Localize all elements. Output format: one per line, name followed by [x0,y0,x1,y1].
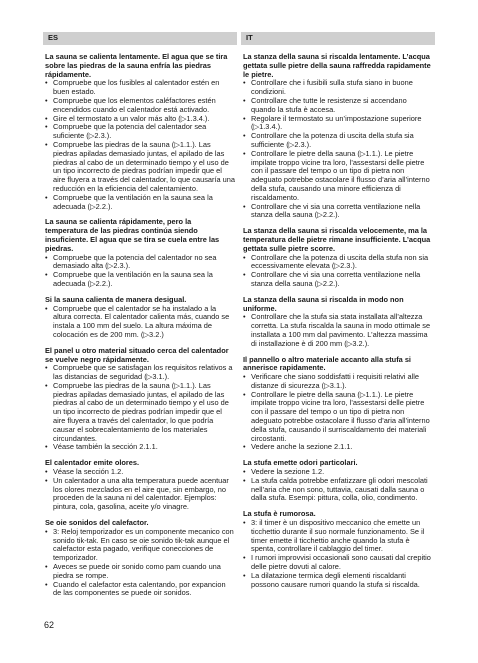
bullet-item: • Vedere la sezione 1.2. [243,468,433,477]
troubleshooting-section [243,510,433,589]
troubleshooting-section [243,459,433,503]
bullet-item: • Vedere anche la sezione 2.1.1. [243,443,433,452]
section-title: Il pannello o altro materiale accanto alla stufa si annerisce rapidamente. [243,354,411,373]
bullet-item: • Controllare che tutte le resistenze si accendano quando la stufa è accesa. [243,97,433,115]
bullet-item: • Gire el termostato a un valor más alto (▷1.3.4.). [45,115,235,124]
bullet-list [243,373,433,452]
bullet-list [243,313,433,348]
page-number: 62 [44,620,55,630]
bullet-item: • Compruebe que se satisfagan los requisitos relativos a las distancias de seguridad (▷3.1.). [45,364,235,382]
section-title: La stanza della sauna si riscalda velocemente, ma la temperatura delle pietre rimane insufficiente. L’acqua gettata sulle pietre scorre. [243,226,431,253]
troubleshooting-section [45,53,235,211]
bullet-item: • Compruebe que el calentador se ha instalado a la altura correcta. El calentador calienta más, cuando se instala a 100 mm del suelo. La altura máxima de colocación es de 200 mm. (▷3.2.) [45,305,235,340]
troubleshooting-section [45,347,235,453]
bullet-item: • Compruebe las piedras de la sauna (▷1.1.). Las piedras apiladas demasiado juntas, el apilado de las piedras al cabo de un determinado tiempo y el uso de un tipo incorrecto de piedras podrían impedir que el aire fluyera a través del calentador, lo que podría causar el sobrecalentamiento de los materiales circundantes. [45,382,235,444]
bullet-item: • Véase también la sección 2.1.1. [45,443,235,452]
bullet-item: • Cuando el calefactor esta calentando, por expancion de las componentes se puede oir sonidos. [45,581,235,599]
bullet-item: • Compruebe las piedras de la sauna (▷1.1.). Las piedras apiladas demasiado juntas, el apilado de las piedras al cabo de un determinado tiempo y el uso de un tipo incorrecto de piedras podrían impedir que el aire fluyera a través del calentador, lo que causaría una reducción en la eficiencia del calentamiento. [45,141,235,194]
troubleshooting-section [45,459,235,512]
section-title: La stanza della sauna si riscalda in modo non uniforme. [243,294,404,313]
spanish-column [45,53,235,605]
bullet-item: • Controllare le pietre della sauna (▷1.1.). Le pietre impilate troppo vicine tra loro, l’assestarsi delle pietre con il passare del tempo o un tipo di pietra non adeguato potrebbe ostacolare il flusso d’aria all’interno della stufa, causando il surriscaldamento dei materiali circostanti. [243,391,433,444]
language-header-it [241,32,435,45]
language-label-it: IT [246,33,253,42]
section-title: Se oie sonidos del calefactor. [45,518,149,528]
bullet-item: • Compruebe que la ventilación en la sauna sea la adecuada (▷2.2.). [45,271,235,289]
bullet-item: • Regolare il termostato su un’impostazione superiore (▷1.3.4.). [243,115,433,133]
bullet-list [243,468,433,503]
bullet-list [243,519,433,589]
bullet-item: • Un calentador a una alta temperatura puede acentuar los olores mezclados en el aire que, sin embargo, no proceden de la sauna ni del calentador. Ejemplos: pintura, cola, gasolina, aceite y/o vinagre. [45,477,235,512]
troubleshooting-section [243,296,433,349]
bullet-item: • Aveces se puede oir sonido como pam cuando una piedra se rompe. [45,563,235,581]
section-title: La sauna se calienta lentamente. El agua que se tira sobre las piedras de la sauna enfría las piedras rápidamente. [45,52,228,79]
bullet-item: • Controllare che la stufa sia stata installata all’altezza corretta. La stufa riscalda la sauna in modo ottimale se installata a 100 mm dal pavimento. L’altezza massima di installazione è di 200 mm (▷3.2.). [243,313,433,348]
bullet-item: • 3: il timer è un dispositivo meccanico che emette un ticchettio durante il suo normale funzionamento. Se il timer emette il ticchettio anche quando la stufa è spenta, controllare il cablaggio del timer. [243,519,433,554]
troubleshooting-section [243,356,433,453]
bullet-item: • I rumori improvvisi occasionali sono causati dal crepitio delle pietre dovuti al calore. [243,554,433,572]
bullet-list [45,528,235,598]
language-label-es: ES [48,33,59,42]
section-title: El calentador emite olores. [45,458,140,468]
bullet-item: • Controllare che la potenza di uscita della stufa sia sufficiente (▷2.3.). [243,132,433,150]
section-title: La stufa emette odori particolari. [243,458,358,468]
bullet-item: • Verificare che siano soddisfatti i requisiti relativi alle distanze di sicurezza (▷3.1.). [243,373,433,391]
bullet-item: • Compruebe que los fusibles al calentador estén en buen estado. [45,79,235,97]
section-title: La sauna se calienta rápidamente, pero la temperatura de las piedras continúa siendo insuficiente. El agua que se tira se cuela entre las piedras. [45,217,220,253]
bullet-item: • 3: Reloj temporizador es un componente mecanico con sonido tik-tak. En caso se oie sonido tik-tak aunque el calefactor esta pagado, verifique conecciones de temporizador. [45,528,235,563]
section-title: La stufa è rumorosa. [243,509,316,519]
bullet-list [45,468,235,512]
bullet-list [45,364,235,452]
bullet-item: • Controllare che la potenza di uscita della stufa non sia eccessivamente elevata (▷2.3.). [243,254,433,272]
section-title: La stanza della sauna si riscalda lentamente. L’acqua gettata sulle pietre della sauna raffredda rapidamente le pietre. [243,52,431,79]
bullet-item: • Compruebe que los elementos caléfactores estén encendidos cuando el calentador está activado. [45,97,235,115]
troubleshooting-section [45,519,235,598]
section-title: El panel u otro material situado cerca del calentador se vuelve negro rápidamente. [45,345,229,364]
section-title: Si la sauna calienta de manera desigual. [45,294,187,304]
bullet-item: • Controllare che vi sia una corretta ventilazione nella stanza della sauna (▷2.2.). [243,271,433,289]
bullet-item: • Compruebe que la ventilación en la sauna sea la adecuada (▷2.2.). [45,194,235,212]
troubleshooting-section [243,53,433,220]
bullet-list [243,254,433,289]
bullet-item: • Compruebe que la potencia del calentador sea suficiente (▷2.3.). [45,123,235,141]
bullet-item: • Controllare le pietre della sauna (▷1.1.). Le pietre impilate troppo vicine tra loro, l’assestarsi delle pietre con il passare del tempo o un tipo di pietra non adeguato potrebbe ostacolare il flusso d’aria all’interno della stufa, causando una minore efficienza di riscaldamento. [243,150,433,203]
troubleshooting-section [45,218,235,288]
bullet-item: • Compruebe que la potencia del calentador no sea demasiado alta (▷2.3.). [45,254,235,272]
troubleshooting-section [45,296,235,340]
troubleshooting-section [243,227,433,289]
bullet-item: • La stufa calda potrebbe enfatizzare gli odori mescolati nell’aria che non sono, tuttavia, causati dalla sauna o dalla stufa. Esempi: pittura, colla, olio, condimento. [243,477,433,503]
bullet-list [45,79,235,211]
bullet-list [45,254,235,289]
language-header-es [43,32,237,45]
italian-column [243,53,433,596]
bullet-item: • Controllare che vi sia una corretta ventilazione nella stanza della sauna (▷2.2.). [243,203,433,221]
bullet-item: • Véase la sección 1.2. [45,468,235,477]
bullet-list [243,79,433,220]
bullet-list [45,305,235,340]
bullet-item: • Controllare che i fusibili sulla stufa siano in buone condizioni. [243,79,433,97]
bullet-item: • La dilatazione termica degli elementi riscaldanti possono causare rumori quando la stufa si riscalda. [243,572,433,590]
